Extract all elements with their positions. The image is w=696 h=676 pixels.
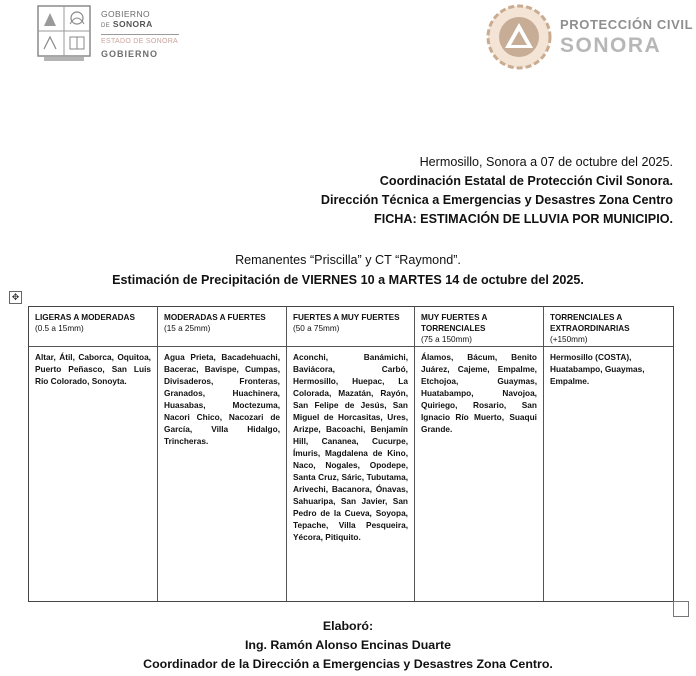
document-date: Hermosillo, Sonora a 07 de octubre del 2025.: [419, 155, 673, 169]
column-range: (0.5 a 15mm): [35, 324, 84, 333]
coat-of-arms-icon: [36, 4, 92, 62]
estimation-title: Estimación de Precipitación de VIERNES 10 a MARTES 14 de octubre del 2025.: [112, 273, 584, 287]
municipios-cell: Álamos, Bácum, Benito Juárez, Cajeme, Empalme, Etchojoa, Guaymas, Huatabampo, Navojoa, Quiriego, Rosario, San Ignacio Río Muerto, Suaqui Grande.: [415, 347, 544, 601]
column-range: (50 a 75mm): [293, 324, 340, 333]
author-role: Coordinador de la Dirección a Emergencias y Desastres Zona Centro.: [143, 657, 553, 671]
column-title: MODERADAS A FUERTES: [164, 313, 266, 322]
logo-text-gobierno-2: GOBIERNO: [101, 48, 159, 59]
table-move-handle-icon[interactable]: ✥: [9, 291, 22, 304]
proteccion-civil-logo: [486, 4, 693, 70]
column-title: MUY FUERTES A TORRENCIALES: [421, 313, 488, 333]
gobierno-sonora-logo: [36, 4, 179, 62]
column-range: (15 a 25mm): [164, 324, 211, 333]
ficha-title: FICHA: ESTIMACIÓN DE LLUVIA POR MUNICIPIO.: [374, 212, 673, 226]
pc-logo-state: SONORA: [560, 34, 662, 57]
column-title: TORRENCIALES A EXTRAORDINARIAS: [550, 313, 630, 333]
table-header-cell: [287, 307, 415, 347]
table-header-cell: [158, 307, 287, 347]
logo-divider: [101, 34, 179, 35]
table-header-cell: [415, 307, 544, 347]
municipios-cell: Altar, Átil, Caborca, Oquitoa, Puerto Peñasco, San Luis Río Colorado, Sonoyta.: [29, 347, 158, 601]
department-name: Dirección Técnica a Emergencias y Desastres Zona Centro: [320, 193, 673, 207]
elaboro-label: Elaboró:: [322, 619, 374, 633]
municipios-cell: Aconchi, Banámichi, Baviácora, Carbó, Hermosillo, Huepac, La Colorada, Mazatán, Rayón, San Felipe de Jesús, San Miguel de Horcasitas, Ures, Arizpe, Bacoachi, Benjamín Hill, Cananea, Cucurpe, Ímuris, Magdalena de Kino, Naco, Nogales, Opodepe, Santa Cruz, Sáric, Tubutama, Arivechi, Bacanora, Ónavas, Sahuaripa, San Javier, San Pedro de la Cueva, Soyopa, Tepache, Villa Pesqueira, Yécora, Pitiquito.: [287, 347, 415, 601]
column-range: (+150mm): [550, 335, 588, 344]
storm-subtitle: Remanentes “Priscilla” y CT “Raymond”.: [235, 253, 461, 267]
table-resize-handle[interactable]: [673, 601, 689, 617]
civil-protection-emblem-icon: [486, 4, 552, 70]
logo-text-gobierno: GOBIERNO: [101, 9, 151, 19]
table-header-cell: [544, 307, 673, 347]
column-title: FUERTES A MUY FUERTES: [293, 313, 400, 322]
letterhead-block: [321, 153, 673, 229]
organization-name: Coordinación Estatal de Protección Civil Sonora.: [379, 174, 673, 188]
logo-text-de: DE: [101, 22, 111, 29]
logo-text-estado: ESTADO DE SONORA: [101, 37, 179, 45]
author-name: Ing. Ramón Alonso Encinas Duarte: [244, 638, 452, 652]
municipios-cell: Hermosillo (COSTA), Huatabampo, Guaymas, Empalme.: [550, 352, 645, 386]
column-range: (75 a 150mm): [421, 335, 472, 344]
precipitation-table: [28, 306, 674, 602]
table-header-cell: [29, 307, 158, 347]
signature-block: [0, 617, 696, 674]
logo-text-sonora: SONORA: [112, 18, 153, 29]
pc-logo-title: PROTECCIÓN CIVIL: [560, 17, 694, 32]
column-title: LIGERAS A MODERADAS: [35, 313, 135, 322]
municipios-cell: Agua Prieta, Bacadehuachi, Bacerac, Bavispe, Cumpas, Divisaderos, Fronteras, Granados, Huachinera, Huasabas, Moctezuma, Nacori Chico, Nacozari de García, Villa Hidalgo, Trincheras.: [158, 347, 287, 601]
